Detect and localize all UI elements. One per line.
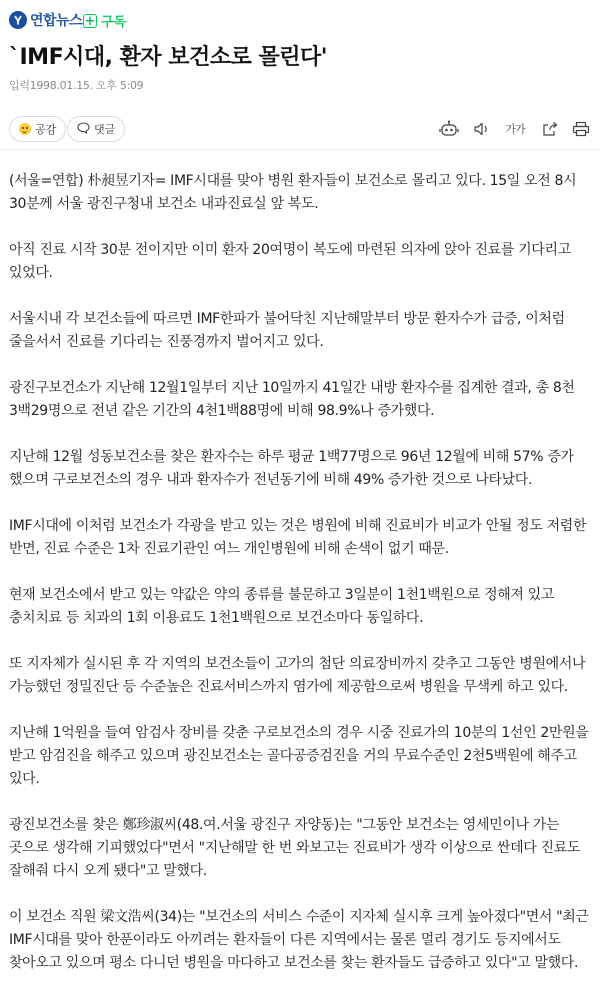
article-paragraph: 지난해 12월 성동보건소를 찾은 환자수는 하루 평균 1백77명으로 96년 12월에 비해 57% 증가 했으며 구로보건소의 경우 내과 환자수가 전년동기에 비해 49% 증가한 것으로 나타났다. xyxy=(9,449,574,488)
divider xyxy=(0,149,600,150)
press-logo[interactable] xyxy=(9,10,82,30)
article-paragraph: 현재 보건소에서 받고 있는 약값은 약의 종류를 불문하고 3일분이 1천1백원으로 정해져 있고 충치치료 등 치과의 1회 이용료도 1천1백원으로 보건소마다 동일하다. xyxy=(9,587,555,626)
comment-icon xyxy=(77,122,90,137)
article-paragraph: 광진구보건소가 지난해 12월1일부터 지난 10일까지 41일간 내방 환자수를 집계한 결과, 총 8천 3백29명으로 전년 같은 기간의 4천1백88명에 비해 98.9%나 증가했다. xyxy=(9,380,575,419)
article-paragraph: (서울=연합) 朴昶昱기자= IMF시대를 맞아 병원 환자들이 보건소로 몰리고 있다. 15일 오전 8시 30분께 서울 광진구청내 보건소 내과진료실 앞 복도. xyxy=(9,173,577,212)
print-icon xyxy=(572,121,590,137)
reaction-button[interactable] xyxy=(9,116,66,142)
subscribe-label: 구독 xyxy=(101,15,127,30)
robot-summary-icon xyxy=(439,120,459,138)
font-size-button[interactable] xyxy=(504,119,526,139)
summary-bot-button[interactable] xyxy=(438,119,460,139)
smile-icon xyxy=(19,123,31,135)
reaction-label: 공감 xyxy=(35,123,57,136)
read-aloud-button[interactable] xyxy=(471,119,493,139)
share-icon xyxy=(541,121,559,137)
article-title: `IMF시대, 환자 보건소로 몰린다' xyxy=(9,45,327,70)
comment-button[interactable] xyxy=(67,116,125,142)
article-paragraph: IMF시대에 이처럼 보건소가 각광을 받고 있는 것은 병원에 비해 진료비가 비교가 안될 정도 저렴한 반면, 진료 수준은 1차 진료기관인 여느 개인병원에 비해 손색이 없기 때문. xyxy=(9,518,587,557)
subscribe-button[interactable] xyxy=(83,11,126,30)
article-paragraph: 또 지자체가 실시된 후 각 지역의 보건소들이 고가의 첨단 의료장비까지 갖추고 그동안 병원에서나 가능했던 정밀진단 등 수준높은 진료서비스까지 염가에 제공함으로써 병원을 무색케 하고 있다. xyxy=(9,656,586,695)
press-header xyxy=(0,0,600,40)
article-date: 입력1998.01.15. 오후 5:09 xyxy=(9,79,144,92)
share-button[interactable] xyxy=(539,119,561,139)
article-paragraph: 지난해 1억원을 들여 암검사 장비를 갖춘 구로보건소의 경우 시중 진료가의 10분의 1선인 2만원을 받고 암검진을 해주고 있으며 광진보건소는 골다공증검진을 거의 무료수준인 2천5백원에 해주고 있다. xyxy=(9,725,589,787)
speaker-icon xyxy=(473,121,491,137)
comment-label: 댓글 xyxy=(94,123,116,136)
press-name: 연합뉴스 xyxy=(30,13,83,29)
article-body xyxy=(9,170,593,998)
print-button[interactable] xyxy=(570,119,592,139)
article-paragraph: 광진보건소를 찾은 鄭珍淑씨(48.여.서울 광진구 자양동)는 "그동안 보건소는 영세민이나 가는 곳으로 생각해 기피했었다"면서 "지난해말 한 번 와보고는 진료비가 생각 이상으로 싼데다 진료도 잘해줘 다시 오게 됐다"고 말했다. xyxy=(9,817,581,879)
article-paragraph: 이 보건소 직원 梁文浩씨(34)는 "보건소의 서비스 수준이 지자체 실시후 크게 높아졌다"면서 "최근 IMF시대를 맞아 한푼이라도 아끼려는 환자들이 다른 지역에서는 물론 멀리 경기도 등지에서도 찾아오고 있으며 평소 다니던 병원을 마다하고 보건소를 찾는 환자들도 급증하고 있다"고 말했다. xyxy=(9,909,589,971)
font-size-icon: 가가 xyxy=(505,123,525,136)
yonhap-logo-icon xyxy=(9,11,27,29)
article-paragraph: 서울시내 각 보건소들에 따르면 IMF한파가 불어닥친 지난해말부터 방문 환자수가 급증, 이처럼 줄을서서 진료를 기다리는 진풍경까지 벌어지고 있다. xyxy=(9,311,565,350)
plus-icon: + xyxy=(84,13,96,29)
article-paragraph: 아직 진료 시작 30분 전이지만 이미 환자 20여명이 복도에 마련된 의자에 앉아 진료를 기다리고 있었다. xyxy=(9,242,571,281)
